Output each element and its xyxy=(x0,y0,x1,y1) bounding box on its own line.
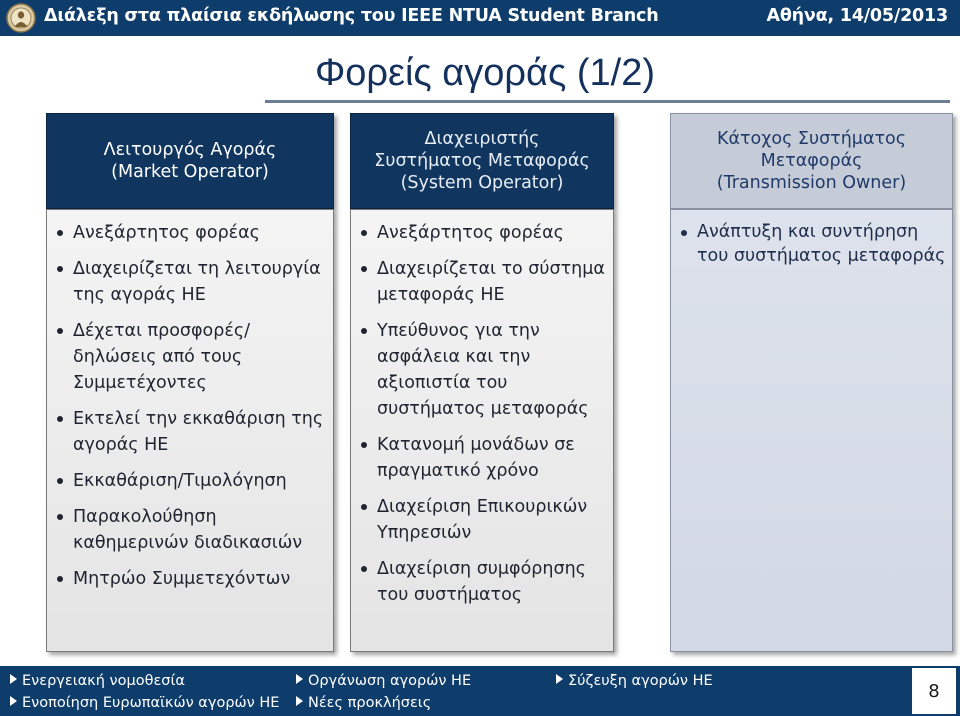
nav-link-market-organization[interactable]: Οργάνωση αγορών ΗΕ xyxy=(296,673,471,689)
bullet-icon xyxy=(57,478,63,484)
bullet-icon xyxy=(57,230,63,236)
header-bar xyxy=(0,0,960,36)
bullet-icon xyxy=(361,504,367,510)
arrow-right-icon xyxy=(10,674,17,684)
arrow-right-icon xyxy=(556,674,563,684)
column-body xyxy=(350,209,614,652)
header-line: Λειτουργός Αγοράς xyxy=(103,140,277,160)
university-seal-icon xyxy=(6,3,36,33)
header-line: (Market Operator) xyxy=(111,162,269,182)
bullet-icon xyxy=(361,328,367,334)
footer-nav xyxy=(0,666,960,716)
bullet-list xyxy=(359,220,607,618)
arrow-right-icon xyxy=(296,696,303,706)
arrow-right-icon xyxy=(296,674,303,684)
list-item: Δέχεται προσφορές/δηλώσεις από τους Συμμετέχοντες xyxy=(55,318,327,396)
arrow-right-icon xyxy=(10,696,17,706)
column-header xyxy=(670,113,953,209)
column-header xyxy=(350,113,614,209)
column-body xyxy=(670,209,953,652)
slide-title: Φορείς αγοράς (1/2) xyxy=(314,52,655,94)
list-item: Μητρώο Συμμετεχόντων xyxy=(55,566,327,592)
list-item: Εκκαθάριση/Τιμολόγηση xyxy=(55,468,327,494)
title-divider xyxy=(265,100,950,103)
bullet-list xyxy=(55,220,327,602)
bullet-icon xyxy=(361,442,367,448)
list-item: Διαχειρίζεται τη λειτουργία της αγοράς ΗΕ xyxy=(55,256,327,308)
list-item: Διαχείριση συμφόρησης του συστήματος xyxy=(359,556,607,608)
nav-link-new-challenges[interactable]: Νέες προκλήσεις xyxy=(296,695,431,711)
column-header xyxy=(46,113,334,209)
list-item: Ανεξάρτητος φορέας xyxy=(55,220,327,246)
list-item: Παρακολούθηση καθημερινών διαδικασιών xyxy=(55,504,327,556)
bullet-icon xyxy=(57,416,63,422)
bullet-icon xyxy=(57,328,63,334)
list-item: Διαχείριση Επικουρικών Υπηρεσιών xyxy=(359,494,607,546)
header-line: Κάτοχος Συστήματος xyxy=(717,129,906,149)
event-date: Αθήνα, 14/05/2013 xyxy=(766,6,948,26)
bullet-icon xyxy=(57,576,63,582)
list-item: Ανεξάρτητος φορέας xyxy=(359,220,607,246)
bullet-icon xyxy=(57,266,63,272)
header-line: Μεταφοράς xyxy=(760,151,863,171)
header-line: Διαχειριστής xyxy=(424,129,540,149)
bullet-icon xyxy=(681,230,687,236)
header-line: (System Operator) xyxy=(400,173,564,193)
nav-link-european-integration[interactable]: Ενοποίηση Ευρωπαϊκών αγορών ΗΕ xyxy=(10,695,279,711)
bullet-icon xyxy=(361,266,367,272)
list-item: Υπεύθυνος για την ασφάλεια και την αξιοπιστία του συστήματος μεταφοράς xyxy=(359,318,607,422)
nav-link-market-coupling[interactable]: Σύζευξη αγορών ΗΕ xyxy=(556,673,713,689)
column-body xyxy=(46,209,334,652)
list-item: Εκτελεί την εκκαθάριση της αγοράς ΗΕ xyxy=(55,406,327,458)
bullet-icon xyxy=(57,514,63,520)
list-item: Κατανομή μονάδων σε πραγματικό χρόνο xyxy=(359,432,607,484)
header-line: Συστήματος Μεταφοράς xyxy=(374,151,590,171)
nav-link-energy-legislation[interactable]: Ενεργειακή νομοθεσία xyxy=(10,673,185,689)
header-line: (Transmission Owner) xyxy=(716,173,907,193)
bullet-icon xyxy=(361,566,367,572)
list-item: Διαχειρίζεται το σύστημα μεταφοράς ΗΕ xyxy=(359,256,607,308)
event-title: Διάλεξη στα πλαίσια εκδήλωσης του IEEE NTUA Student Branch xyxy=(44,6,659,26)
list-item: Ανάπτυξη και συντήρηση του συστήματος μεταφοράς xyxy=(679,220,946,268)
bullet-icon xyxy=(361,230,367,236)
bullet-list xyxy=(679,220,946,278)
page-number: 8 xyxy=(912,668,956,714)
